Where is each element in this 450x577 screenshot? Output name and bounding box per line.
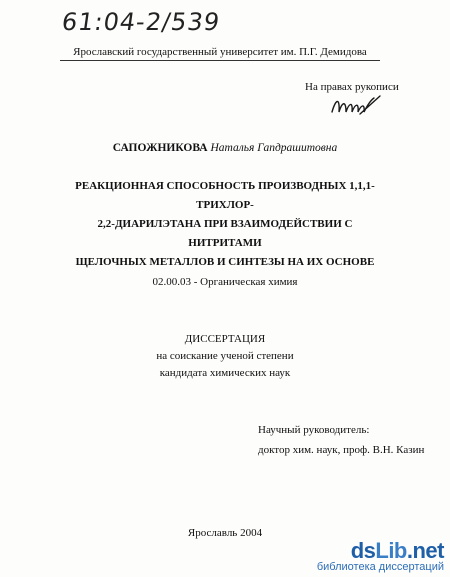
university-name: Ярославский государственный университет им. П.Г. Демидова [60,46,380,61]
handwritten-signature-icon [330,94,382,118]
handwritten-catalog-code: 61:04-2/539 [60,8,222,36]
author-name [0,142,450,154]
manuscript-rights-note: На правах рукописи [305,81,399,93]
document-type: ДИССЕРТАЦИЯ [184,333,266,345]
author-given-names: Наталья Гапдрашитовна [210,142,338,154]
city-year: Ярославль 2004 [187,527,263,539]
dslib-logo: dsLib.net [350,538,444,563]
specialty-code: 02.00.03 - Органическая химия [152,276,298,288]
dslib-subtitle: библиотека диссертаций [316,561,444,573]
author-surname: САПОЖНИКОВА [112,142,208,154]
document-type-block [0,331,450,382]
advisor-label: Научный руководитель: [258,424,370,436]
title-line: ЩЕЛОЧНЫХ МЕТАЛЛОВ И СИНТЕЗЫ НА ИХ ОСНОВЕ [75,256,375,268]
scientific-advisor [258,420,424,460]
degree-purpose: на соискание ученой степени [156,350,294,362]
title-line: 2,2-ДИАРИЛЭТАНА ПРИ ВЗАИМОДЕЙСТВИИ С НИТРИТАМИ [97,218,353,249]
title-line: РЕАКЦИОННАЯ СПОСОБНОСТЬ ПРОИЗВОДНЫХ 1,1,1-ТРИХЛОР- [75,180,375,211]
dslib-watermark [317,538,444,573]
advisor-name: доктор хим. наук, проф. В.Н. Казин [258,444,425,456]
degree-name: кандидата химических наук [159,367,291,379]
dissertation-title [60,177,390,272]
